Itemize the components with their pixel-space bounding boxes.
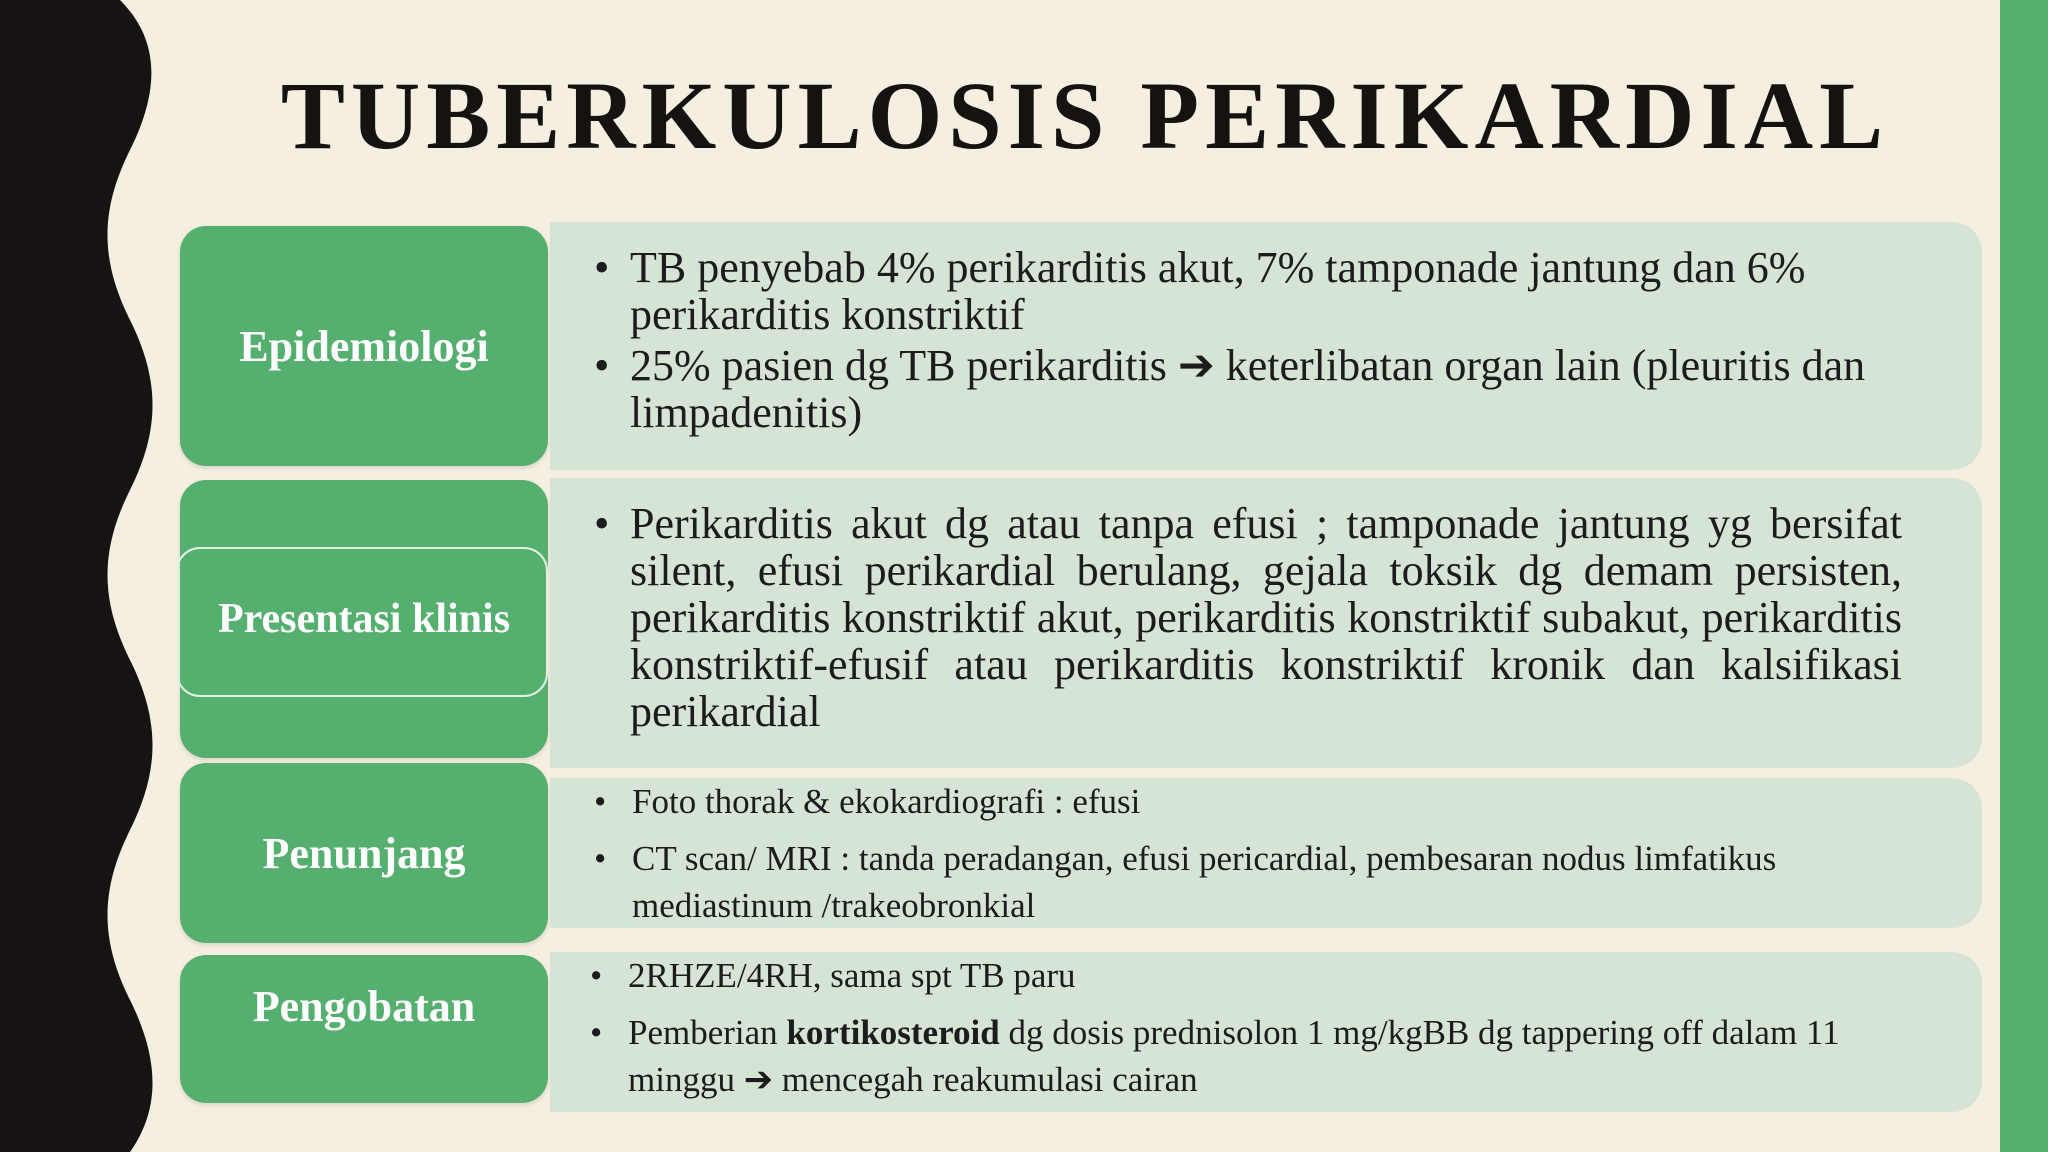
slide-title: TUBERKULOSIS PERIKARDIAL [280, 62, 1890, 169]
bullet-text: CT scan/ MRI : tanda peradangan, efusi pericardial, pembesaran nodus limfatikus mediastinum /trakeobronkial [632, 839, 1777, 925]
bullet-icon: • [594, 341, 610, 390]
bullet-icon: • [594, 839, 607, 878]
bullet-text: Perikarditis akut dg atau tanpa efusi ; tamponade jantung yg bersifat silent, efusi perikardial berulang, gejala toksik dg demam persisten, perikarditis konstriktif akut, perikarditis konstriktif subakut, perikarditis konstriktif-efusif atau perikarditis konstriktif kronik dan kalsifikasi perikardial [630, 499, 1902, 736]
list-item [594, 778, 1902, 825]
bullet-bold-text: kortikosteroid [786, 1013, 1000, 1052]
bullet-icon: • [590, 1013, 603, 1052]
content-presentasi-klinis [550, 478, 1982, 768]
label-pengobatan [180, 955, 548, 1103]
bullet-text: keterlibatan organ lain (pleuritis dan limpadenitis) [630, 341, 1866, 437]
label-text: Pengobatan [252, 982, 476, 1031]
right-accent-bar [2000, 0, 2048, 1152]
bullet-icon: • [594, 499, 610, 548]
bullet-icon: • [594, 243, 610, 292]
label-text: Presentasi klinis [217, 596, 511, 642]
bullet-text: TB penyebab 4% perikarditis akut, 7% tamponade jantung dan 6% perikarditis konstriktif [630, 243, 1806, 339]
list-item [594, 499, 1902, 736]
content-penunjang [550, 778, 1982, 928]
content-pengobatan [550, 952, 1982, 1112]
label-inner-frame [176, 547, 548, 697]
label-penunjang [180, 763, 548, 943]
label-text: Penunjang [262, 828, 466, 878]
right-arrow-icon: ➔ [1177, 340, 1215, 391]
wavy-left-border [0, 0, 170, 1152]
bullet-icon: • [594, 782, 607, 821]
list-item [590, 952, 1922, 999]
bullet-text: 25% pasien dg TB perikarditis [630, 341, 1167, 390]
list-item [590, 1009, 1922, 1104]
bullet-text: mencegah reakumulasi cairan [781, 1060, 1198, 1099]
label-epidemiologi [180, 226, 548, 466]
bullet-icon: • [590, 956, 603, 995]
label-text: Epidemiologi [239, 321, 489, 371]
content-epidemiologi [550, 222, 1982, 470]
bullet-text: 2RHZE/4RH, sama spt TB paru [628, 956, 1076, 995]
right-arrow-icon: ➔ [743, 1060, 774, 1100]
list-item [594, 340, 1922, 437]
list-item [594, 243, 1922, 339]
bullet-text: Foto thorak & ekokardiografi : efusi [632, 782, 1141, 821]
bullet-text: dg dosis prednisolon 1 mg/kgBB dg tappering off dalam 11 minggu [628, 1013, 1840, 1099]
list-item [594, 835, 1902, 929]
bullet-text: Pemberian [628, 1013, 778, 1052]
